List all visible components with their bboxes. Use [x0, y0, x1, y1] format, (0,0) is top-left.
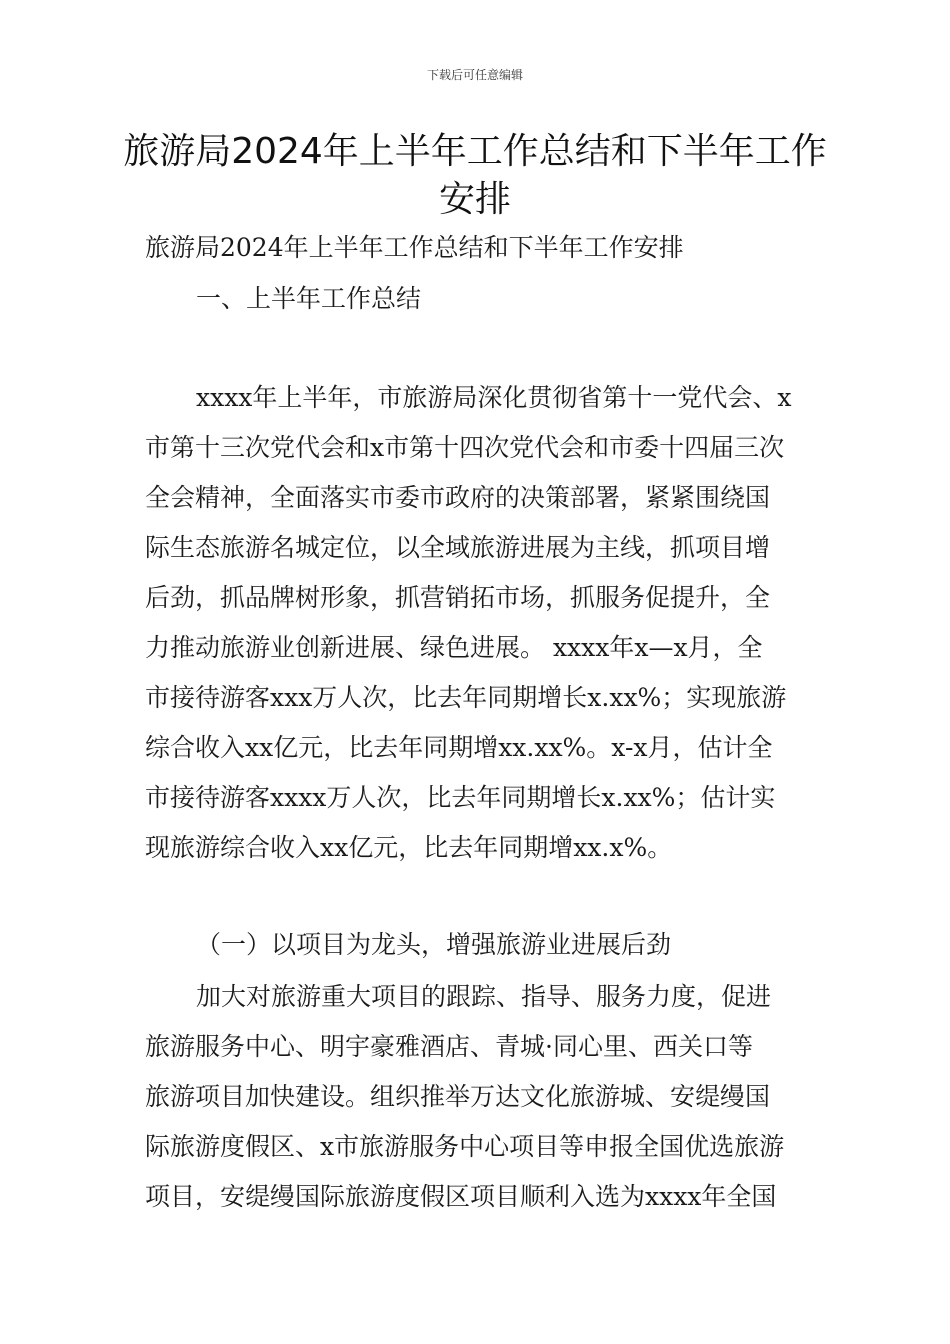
paragraph-line: 际旅游度假区、x市旅游服务中心项目等申报全国优选旅游: [145, 1132, 785, 1161]
paragraph-line: 全会精神，全面落实市委市政府的决策部署，紧紧围绕国: [145, 483, 771, 512]
paragraph-line: 市接待游客xxxx万人次，比去年同期增长x.xx%；估计实: [145, 783, 776, 812]
subsection-heading: （一）以项目为龙头，增强旅游业进展后劲: [196, 930, 672, 959]
paragraph-line: 现旅游综合收入xx亿元，比去年同期增xx.x%。: [145, 833, 673, 862]
paragraph-line: 加大对旅游重大项目的跟踪、指导、服务力度，促进: [196, 982, 772, 1011]
paragraph-line: 旅游项目加快建设。组织推举万达文化旅游城、安缇缦国: [145, 1082, 771, 1111]
paragraph-line: xxxx年上半年，市旅游局深化贯彻省第十一党代会、x: [196, 383, 792, 412]
paragraph-line: 力推动旅游业创新进展、绿色进展。 xxxx年x—x月，全: [145, 633, 763, 662]
document-subtitle: 旅游局2024年上半年工作总结和下半年工作安排: [145, 233, 684, 262]
paragraph-line: 市接待游客xxx万人次，比去年同期增长x.xx%；实现旅游: [145, 683, 787, 712]
document-title: 旅游局2024年上半年工作总结和下半年工作安排: [123, 131, 827, 220]
paragraph-line: 市第十三次党代会和x市第十四次党代会和市委十四届三次: [145, 433, 785, 462]
paragraph-line: 后劲，抓品牌树形象，抓营销拓市场，抓服务促提升，全: [145, 583, 771, 612]
paragraph-line: 综合收入xx亿元，比去年同期增xx.xx%。x-x月，估计全: [145, 733, 773, 762]
section-heading: 一、上半年工作总结: [196, 284, 422, 313]
paragraph-line: 旅游服务中心、明宇豪雅酒店、青城·同心里、西关口等: [145, 1032, 753, 1061]
paragraph-line: 项目，安缇缦国际旅游度假区项目顺利入选为xxxx年全国: [145, 1182, 777, 1211]
paragraph-line: 际生态旅游名城定位，以全域旅游进展为主线，抓项目增: [145, 533, 771, 562]
header-note: 下载后可任意编辑: [426, 68, 523, 82]
